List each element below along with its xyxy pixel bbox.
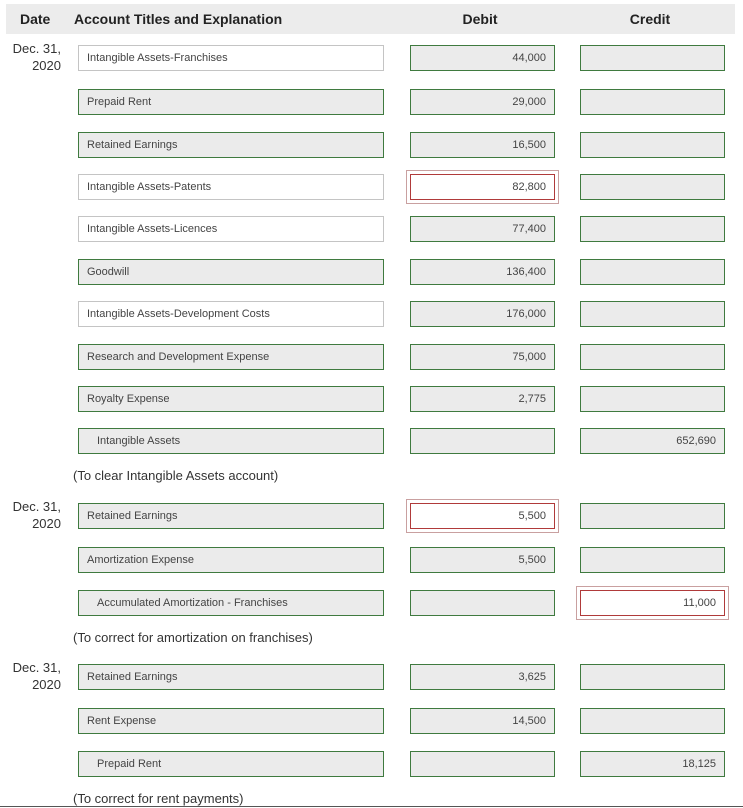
entry-3-line-3-account[interactable]: Prepaid Rent: [78, 751, 384, 777]
entry-3-date: Dec. 31, 2020: [12, 660, 61, 692]
entry-1-line-4-debit[interactable]: 82,800: [410, 174, 555, 200]
entry-1-line-7-debit[interactable]: 176,000: [410, 301, 555, 327]
entry-1-line-3-credit[interactable]: [580, 132, 725, 158]
entry-2-line-1-account[interactable]: Retained Earnings: [78, 503, 384, 529]
entry-1-line-10-credit[interactable]: 652,690: [580, 428, 725, 454]
entry-2-line-2-debit[interactable]: 5,500: [410, 547, 555, 573]
entry-1-line-10-account[interactable]: Intangible Assets: [78, 428, 384, 454]
entry-1-line-1-account[interactable]: Intangible Assets-Franchises: [78, 45, 384, 71]
entry-3-line-2-account[interactable]: Rent Expense: [78, 708, 384, 734]
entry-1-line-5-account[interactable]: Intangible Assets-Licences: [78, 216, 384, 242]
entry-2-line-2-account[interactable]: Amortization Expense: [78, 547, 384, 573]
entry-3-line-3-credit[interactable]: 18,125: [580, 751, 725, 777]
account-column-header: Account Titles and Explanation: [74, 11, 283, 27]
entry-3-line-1-account[interactable]: Retained Earnings: [78, 664, 384, 690]
entry-1-line-7-credit[interactable]: [580, 301, 725, 327]
entry-1-line-5-credit[interactable]: [580, 216, 725, 242]
entry-2-line-3-credit[interactable]: 11,000: [580, 590, 725, 616]
entry-1-memo: (To clear Intangible Assets account): [73, 468, 279, 483]
entry-1-line-6-account[interactable]: Goodwill: [78, 259, 384, 285]
entry-1-line-4-account[interactable]: Intangible Assets-Patents: [78, 174, 384, 200]
entry-2-memo: (To correct for amortization on franchises): [73, 630, 313, 645]
entry-1-line-6-debit[interactable]: 136,400: [410, 259, 555, 285]
entry-1-date: Dec. 31, 2020: [12, 41, 61, 73]
debit-column-header: Debit: [462, 11, 498, 27]
entry-2-line-1-credit[interactable]: [580, 503, 725, 529]
entry-1-line-8-debit[interactable]: 75,000: [410, 344, 555, 370]
entry-3-line-1-credit[interactable]: [580, 664, 725, 690]
entry-1-line-2-debit[interactable]: 29,000: [410, 89, 555, 115]
entry-1-line-6-credit[interactable]: [580, 259, 725, 285]
entry-1-line-8-credit[interactable]: [580, 344, 725, 370]
entry-1-line-7-account[interactable]: Intangible Assets-Development Costs: [78, 301, 384, 327]
entry-3-line-1-debit[interactable]: 3,625: [410, 664, 555, 690]
entry-1-line-10-debit[interactable]: [410, 428, 555, 454]
entry-3-line-2-credit[interactable]: [580, 708, 725, 734]
entry-3-line-3-debit[interactable]: [410, 751, 555, 777]
table-header: [6, 4, 735, 34]
entry-1-line-3-account[interactable]: Retained Earnings: [78, 132, 384, 158]
bottom-divider: [0, 806, 743, 807]
entry-1-line-9-credit[interactable]: [580, 386, 725, 412]
entry-1-line-4-credit[interactable]: [580, 174, 725, 200]
entry-1-line-9-account[interactable]: Royalty Expense: [78, 386, 384, 412]
entry-1-line-1-debit[interactable]: 44,000: [410, 45, 555, 71]
entry-1-line-2-account[interactable]: Prepaid Rent: [78, 89, 384, 115]
credit-column-header: Credit: [629, 11, 671, 27]
entry-2-line-3-account[interactable]: Accumulated Amortization - Franchises: [78, 590, 384, 616]
entry-2-line-3-debit[interactable]: [410, 590, 555, 616]
entry-1-line-2-credit[interactable]: [580, 89, 725, 115]
entry-2-date: Dec. 31, 2020: [12, 499, 61, 531]
entry-1-line-9-debit[interactable]: 2,775: [410, 386, 555, 412]
entry-2-line-1-debit[interactable]: 5,500: [410, 503, 555, 529]
entry-3-line-2-debit[interactable]: 14,500: [410, 708, 555, 734]
date-column-header: Date: [20, 11, 51, 27]
entry-1-line-3-debit[interactable]: 16,500: [410, 132, 555, 158]
entry-1-line-8-account[interactable]: Research and Development Expense: [78, 344, 384, 370]
entry-2-line-2-credit[interactable]: [580, 547, 725, 573]
entry-1-line-5-debit[interactable]: 77,400: [410, 216, 555, 242]
entry-3-memo: (To correct for rent payments): [73, 791, 244, 806]
entry-1-line-1-credit[interactable]: [580, 45, 725, 71]
